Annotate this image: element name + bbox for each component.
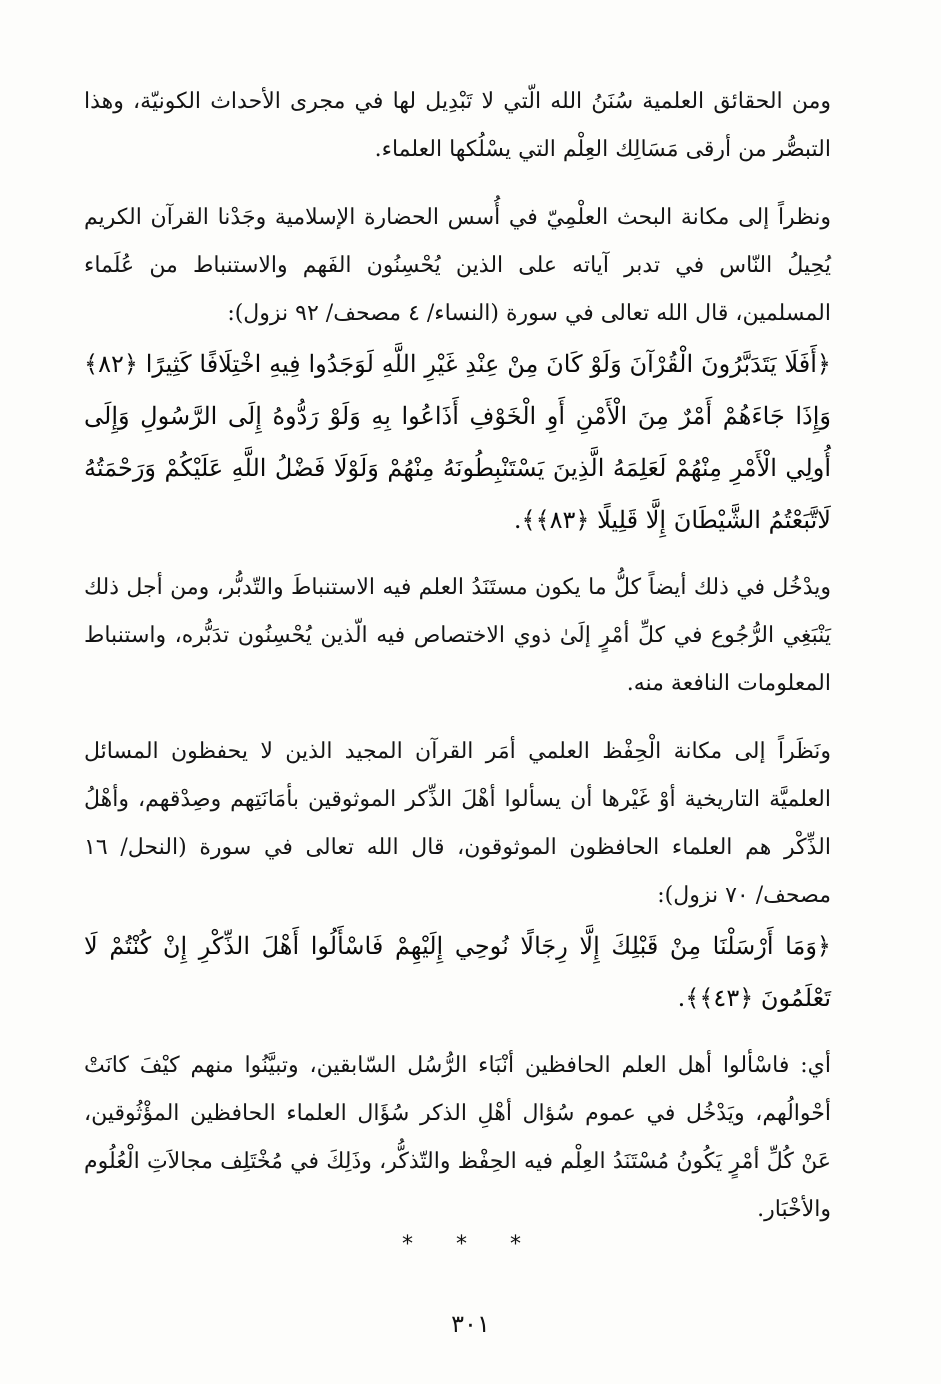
page-number: ٣٠١ bbox=[451, 1310, 490, 1338]
paragraph-sunan: ومن الحقائق العلمية سُنَنُ الله الّتي لا تَبْدِيل لها في مجرى الأحداث الكونيّة، وهذا التبصُّر من أرقى مَسَالِك العِلْم التي يسْلُكها العلماء. bbox=[84, 89, 831, 162]
paragraph-tafsir: أي: فاسْألوا أهل العلم الحافظين أنْبَاء الرُّسُل السّابقين، وتبيَّنُوا منهم كيْفَ كانَتْ أحْوالُهم، ويَدْخُل في عموم سُؤال أهْلِ الذكر سُؤَال العلماء الحافظين المؤْثُوقين، عَنْ كُلِّ أمْرٍ يَكُونُ مُسْتَنَدُ العِلْم فيه الحِفْظ والتّذكُّر، وذَلِكَ في مُخْتَلِف مجالاَتِ الْعُلُوم والأخْبَار. bbox=[84, 1053, 831, 1222]
paragraph-scientific-research: ونظراً إلى مكانة البحث العلْمِيّ في أُسس الحضارة الإسلامية وجَدْنا القرآن الكريم يُحِيلُ النّاس في تدبر آياته على الذين يُحْسِنُون الفَهم والاستنباط من عُلَماء المسلمين، قال الله تعالى في سورة (النساء/ ٤ مصحف/ ٩٢ نزول): bbox=[84, 205, 831, 326]
quran-verse-nahl: ﴿وَمَا أَرْسَلْنَا مِنْ قَبْلِكَ إِلَّا رِجَالًا نُوحِي إِلَيْهِمْ فَاسْأَلُوا أَهْلَ الذِّكْرِ إِنْ كُنْتُمْ لَا تَعْلَمُونَ ﴿٤٣﴾﴾. bbox=[84, 932, 831, 1012]
section-separator: * * * bbox=[402, 1232, 539, 1257]
quran-verse-nisa: ﴿أَفَلَا يَتَدَبَّرُونَ الْقُرْآنَ وَلَوْ كَانَ مِنْ عِنْدِ غَيْرِ اللَّهِ لَوَجَدُوا فِيهِ اخْتِلَافًا كَثِيرًا ﴿٨٢﴾ وَإِذَا جَاءَهُمْ أَمْرٌ مِنَ الْأَمْنِ أَوِ الْخَوْفِ أَذَاعُوا بِهِ وَلَوْ رَدُّوهُ إِلَى الرَّسُولِ وَإِلَى أُولِي الْأَمْرِ مِنْهُمْ لَعَلِمَهُ الَّذِينَ يَسْتَنْبِطُونَهُ مِنْهُمْ وَلَوْلَا فَضْلُ اللَّهِ عَلَيْكُمْ وَرَحْمَتُهُ لَاتَّبَعْتُمُ الشَّيْطَانَ إِلَّا قَلِيلًا ﴿٨٣﴾﴾. bbox=[84, 350, 832, 534]
paragraph-istinbat: ويدْخُل في ذلك أيضاً كلُّ ما يكون مستَنَدُ العلم فيه الاستنباطَ والتّدبُّر، ومن أجل ذلك يَنْبَغِي الرُّجُوع في كلِّ أمْرٍ إلَىٰ ذوي الاختصاص فيه الّذين يُحْسِنُون تدَبُّره، واستنباط المعلومات النافعة منه. bbox=[84, 575, 831, 696]
page-body bbox=[84, 78, 831, 1234]
paragraph-hifz: ونَظَراً إلى مكانة الْحِفْظ العلمي أمَر القرآن المجيد الذين لا يحفظون المسائل العلميَّة التاريخية أوْ غَيْرها أن يسألوا أهْلَ الذِّكر الموثوقين بأمَانَتِهم وصِدْقهم، وأهْلُ الذِّكْر هم العلماء الحافظون الموثوقون، قال الله تعالى في سورة (النحل/ ١٦ مصحف/ ٧٠ نزول): bbox=[84, 739, 831, 908]
